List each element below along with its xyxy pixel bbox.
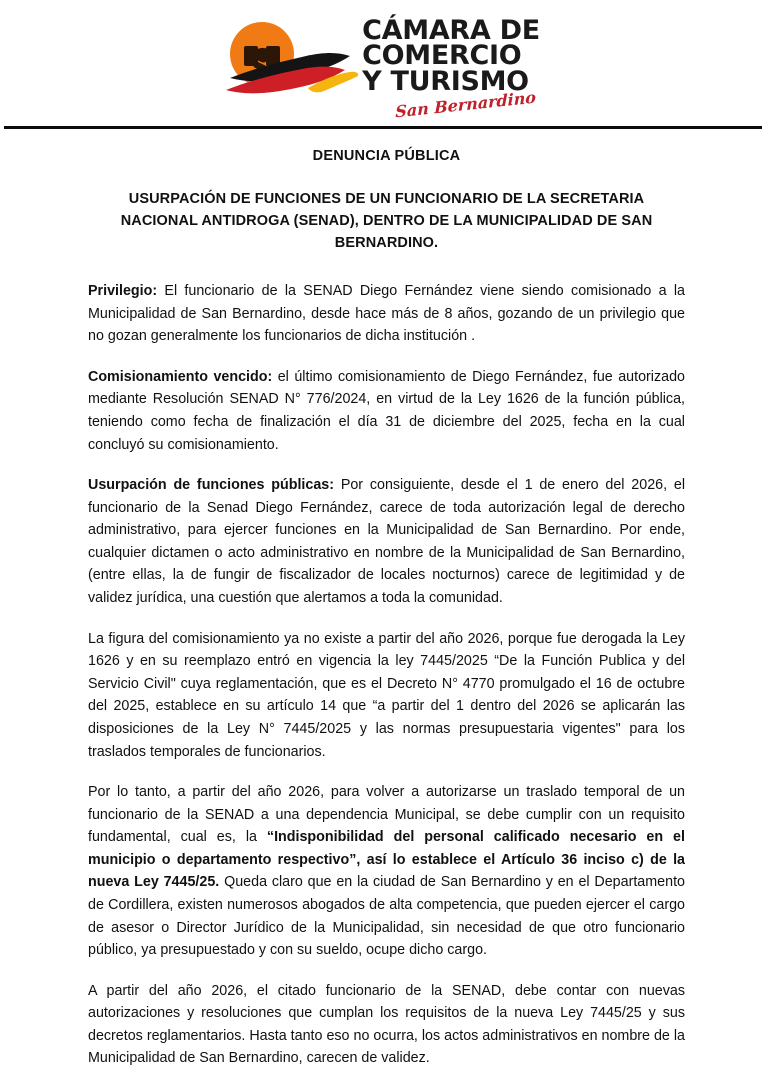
document-body: [88, 140, 685, 1070]
paragraph-bold-run: “Indisponibilidad del personal calificado necesario en el municipio o departamento respectivo”, así lo establece el Artículo 36 inciso c) de la nueva Ley 7445/25.: [88, 829, 685, 891]
paragraph-text-pre: Por lo tanto, a partir del año 2026, para volver a autorizarse un traslado temporal de un funcionario de la SENAD a una dependencia Municipal, se debe cumplir con un requisito fundamental, cual es, la: [88, 784, 685, 846]
paragraph-lead: Comisionamiento vencido:: [88, 368, 273, 385]
paragraph-figura-comisionamiento: [88, 628, 685, 763]
header-divider: [4, 126, 762, 129]
paragraph-lead: Privilegio:: [88, 283, 158, 300]
paragraph-text: el último comisionamiento de Diego Fernández, fue autorizado mediante Resolución SENAD N° 776/2024, en virtud de la Ley 1626 de la función pública, teniendo como fecha de finalización el día 31 de diciembre del 2025, fecha en la cual concluyó su comisionamiento.: [88, 368, 685, 453]
paragraph-text: La figura del comisionamiento ya no existe a partir del año 2026, porque fue derogada la Ley 1626 y en su reemplazo entró en vigencia la ley 7445/2025 “De la Función Publica y del Servicio Civil" cuya reglamentación, que es el Decreto N° 4770 promulgado el 16 de octubre del 2025, establece en su artículo 14 que “a partir del 1 dentro del 2026 se aplicarán las disposiciones de la Ley N° 7445/2025 y las normas presupuestaria vigentes" para los traslados temporales de funcionarios.: [88, 630, 685, 760]
paragraph-por-lo-tanto: [88, 781, 685, 962]
paragraph-privilegio: [88, 280, 685, 348]
chamber-logo: [210, 14, 540, 122]
paragraph-text: Por consiguiente, desde el 1 de enero del 2026, el funcionario de la Senad Diego Fernández, carece de toda autorización legal de derecho administrativo, para ejercer funciones en la Municipalidad de San Bernardino. Por ende, cualquier dictamen o acto administrativo en nombre de la Municipalidad de San Bernardino, (entre ellas, la de fungir de fiscalizador de locales nocturnos) carece de legitimidad y de validez jurídica, una cuestión que alertamos a toda la comunidad.: [88, 477, 685, 607]
letterhead: [0, 0, 770, 122]
paragraph-comisionamiento-vencido: [88, 366, 685, 456]
handshake-in-circle-logo: [210, 16, 360, 111]
logo-wordmark-line-1: CÁMARA DE: [362, 14, 540, 46]
logo-script-san-bernardino: San Bernardino: [394, 87, 536, 122]
paragraph-a-partir-2026: [88, 980, 685, 1070]
page-title: DENUNCIA PÚBLICA: [312, 148, 461, 164]
paragraph-lead: Usurpación de funciones públicas:: [88, 477, 335, 494]
logo-wordmark: [362, 14, 540, 122]
page-subtitle: USURPACIÓN DE FUNCIONES DE UN FUNCIONARIO DE LA SECRETARIA NACIONAL ANTIDROGA (SENAD), DENTRO DE LA MUNICIPALIDAD DE SAN BERNARDINO.: [120, 191, 653, 252]
paragraph-text: El funcionario de la SENAD Diego Fernández viene siendo comisionado a la Municipalidad de San Bernardino, desde hace más de 8 años, gozando de un privilegio que no gozan generalmente los funcionarios de dicha institución .: [88, 283, 685, 345]
paragraph-text: A partir del año 2026, el citado funcionario de la SENAD, debe contar con nuevas autorizaciones y resoluciones que cumplan los requisitos de la nueva Ley 7445/25 y sus decretos reglamentarios. Hasta tanto eso no ocurra, los actos administrativos en nombre de la Municipalidad de San Bernardino, carecen de validez.: [88, 982, 685, 1067]
logo-wordmark-line-2: COMERCIO: [362, 40, 522, 72]
paragraph-usurpacion-funciones-publicas: [88, 474, 685, 609]
logo-wordmark-line-3: Y TURISMO: [362, 65, 529, 97]
paragraph-text-post: Queda claro que en la ciudad de San Bernardino y en el Departamento de Cordillera, existen numerosos abogados de alta competencia, que pueden ejercer el cargo de asesor o Director Jurídico de la Municipalidad, sin necesidad de que otro funcionario público, ya presupuestado y con su sueldo, ocupe dicho cargo.: [88, 874, 685, 959]
